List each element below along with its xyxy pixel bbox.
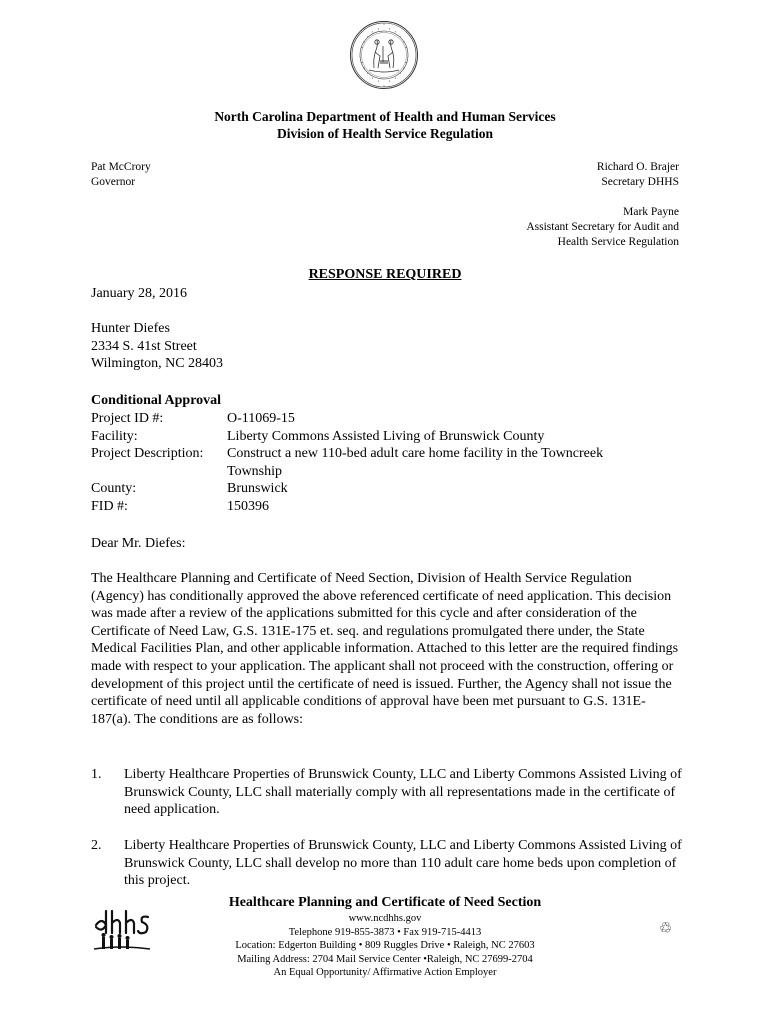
county-row — [91, 480, 647, 498]
assistant-secretary-block — [526, 205, 679, 250]
fid-row — [91, 498, 647, 516]
assistant-secretary-name: Mark Payne — [623, 206, 679, 218]
secretary-block — [597, 160, 679, 190]
project-description-row — [91, 445, 647, 480]
project-id-row — [91, 410, 647, 428]
recipient-street: 2334 S. 41st Street — [91, 338, 197, 354]
condition-number: 2. — [91, 838, 102, 853]
governor-name: Pat McCrory — [91, 161, 151, 173]
assistant-secretary-title-line-2: Health Service Regulation — [557, 236, 679, 248]
footer-eeo: An Equal Opportunity/ Affirmative Action Employer — [273, 967, 497, 979]
secretary-name: Richard O. Brajer — [596, 161, 679, 173]
footer-website: www.ncdhhs.gov — [348, 913, 422, 924]
project-description-value: Construct a new 110-bed adult care home facility in the Towncreek Township — [227, 446, 604, 479]
fid-value: 150396 — [227, 498, 269, 514]
recipient-address — [91, 320, 223, 373]
facility-row — [91, 428, 647, 446]
body-paragraph: The Healthcare Planning and Certificate of Need Section, Division of Health Service Regulation (Agency) has conditionally approved the above referenced certificate of need application. This decision was made after a review of the applications submitted for this cycle and after consideration of the Certificate of Need Law, G.S. 131E-175 et. seq. and regulations promulgated there under, the State Medical Facilities Plan, and other applicable information. Attached to this letter are the required findings made with respect to your application. The applicant shall not proceed with the construction, offering or development of this project until the certificate of need is issued. Further, the Agency shall not issue the certificate of need until all applicable conditions of approval have been met pursuant to G.S. 131E-187(a). The conditions are as follows: — [91, 571, 679, 727]
letter-date: January 28, 2016 — [91, 286, 188, 301]
facility-label: Facility: — [91, 428, 138, 444]
condition-text: Liberty Healthcare Properties of Brunswick County, LLC and Liberty Commons Assisted Living of Brunswick County, LLC shall materially comply with all representations made in the certificate of need application. — [124, 767, 682, 818]
county-label: County: — [91, 481, 137, 497]
department-name: North Carolina Department of Health and Human Services — [214, 109, 556, 124]
recycle-icon: ♲ — [659, 919, 673, 937]
division-name: Division of Health Service Regulation — [277, 126, 493, 141]
fid-label: FID #: — [91, 498, 128, 514]
project-id-label: Project ID #: — [91, 411, 164, 426]
condition-number: 1. — [91, 767, 102, 782]
footer-phone: Telephone 919-855-3873 • Fax 919-715-4413 — [288, 926, 482, 938]
dhhs-logo-image — [92, 905, 154, 955]
letterhead — [0, 108, 770, 142]
facility-value: Liberty Commons Assisted Living of Brunswick County — [227, 428, 545, 444]
conditional-approval-heading: Conditional Approval — [91, 393, 222, 408]
salutation: Dear Mr. Diefes: — [91, 536, 186, 551]
footer-location: Location: Edgerton Building • 809 Ruggles Drive • Raleigh, NC 27603 — [235, 940, 535, 952]
secretary-title: Secretary DHHS — [601, 176, 679, 188]
footer-section-name: Healthcare Planning and Certificate of Need Section — [228, 895, 542, 910]
recipient-name: Hunter Diefes — [91, 321, 170, 336]
footer-mailing: Mailing Address: 2704 Mail Service Center •Raleigh, NC 27699-2704 — [237, 953, 533, 965]
county-value: Brunswick — [227, 481, 288, 497]
state-seal-image — [349, 20, 419, 90]
recipient-city: Wilmington, NC 28403 — [91, 356, 224, 372]
project-details-table — [91, 410, 647, 516]
governor-block — [91, 160, 151, 190]
response-required-heading: RESPONSE REQUIRED — [308, 267, 462, 282]
governor-title: Governor — [91, 176, 136, 188]
assistant-secretary-title-line-1: Assistant Secretary for Audit and — [526, 221, 679, 233]
project-description-label: Project Description: — [91, 446, 204, 462]
project-id-value: O-11069-15 — [227, 411, 295, 426]
condition-text: Liberty Healthcare Properties of Brunswick County, LLC and Liberty Commons Assisted Living of Brunswick County, LLC shall develop no more than 110 adult care home beds upon completion of this project. — [124, 838, 682, 889]
